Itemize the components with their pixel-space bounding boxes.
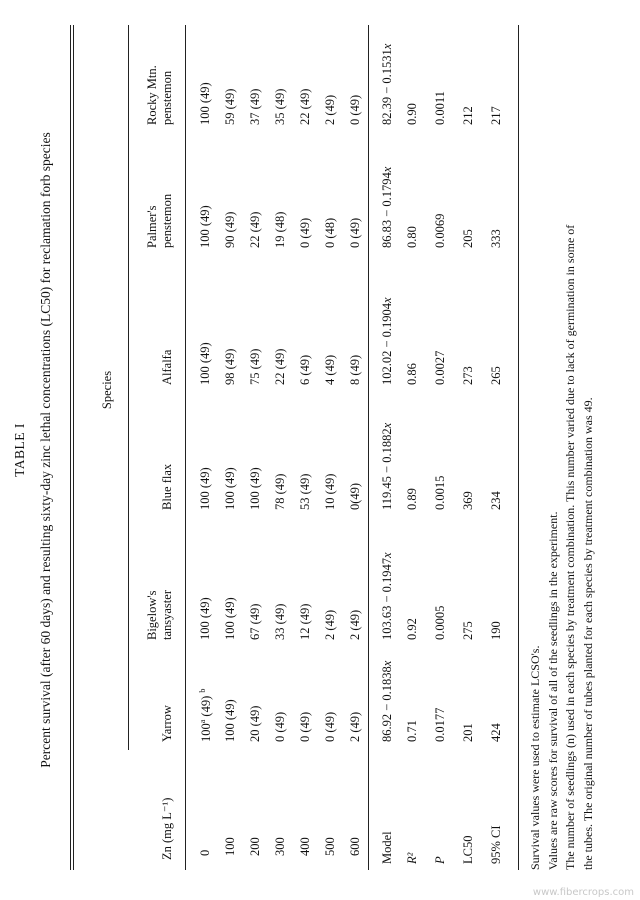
stat-label: R² (405, 852, 419, 864)
zn-value: 0 (198, 849, 212, 856)
stat-cell: 234 (489, 491, 503, 510)
model-expression: 119.45 − 0.1882 (380, 428, 394, 510)
table-cell: 78 (49) (273, 473, 287, 510)
table-cell: 100 (49) (198, 342, 212, 385)
table-cell: 100 (49) (198, 82, 212, 125)
column-header (160, 464, 175, 510)
zn-value: 500 (323, 837, 337, 856)
model-cell (380, 297, 395, 385)
zn-value: 400 (298, 837, 312, 856)
stat-cell: 369 (461, 491, 475, 510)
table-cell: 100 (49) (223, 467, 237, 510)
table-cell: 2 (49) (348, 711, 362, 742)
table-cell: 100 (49) (198, 467, 212, 510)
zn-header: Zn (mg L⁻¹) (160, 797, 174, 860)
stat-cell: 217 (489, 106, 503, 125)
table-caption: Percent survival (after 60 days) and resulting sixty-day zinc lethal concentrations (LC50) for reclamation forb species (38, 132, 53, 768)
zn-value: 600 (348, 837, 362, 856)
table-cell: 67 (49) (248, 603, 262, 640)
stat-cell: 424 (489, 723, 503, 742)
stat-cell: 275 (461, 621, 475, 640)
stat-cell: 0.90 (405, 103, 419, 125)
model-cell (380, 552, 395, 640)
stat-cell: 201 (461, 723, 475, 742)
stat-label: P (433, 856, 447, 864)
table-cell: 19 (48) (273, 211, 287, 248)
model-variable: x (380, 166, 394, 173)
stat-cell: 0.0015 (433, 475, 447, 510)
column-header-line: Palmer's (145, 205, 159, 248)
column-header-line: Bigelow's (145, 590, 159, 640)
table-cell: 98 (49) (223, 348, 237, 385)
column-header (160, 705, 175, 742)
watermark-text: www.fibercrops.com (532, 887, 634, 898)
table-cell: 100 (49) (198, 205, 212, 248)
footnote-line: Values are raw scores for survival of all of the seedlings in the experiment. (546, 511, 560, 870)
table-cell: 59 (49) (223, 88, 237, 125)
model-expression: 86.83 − 0.1794 (380, 172, 394, 248)
species-group-label: Species (100, 370, 114, 410)
table-cell: 2 (49) (323, 94, 337, 125)
model-cell (380, 423, 395, 510)
model-expression: 103.63 − 0.1947 (380, 557, 394, 640)
top-rule (70, 25, 71, 870)
table-cell: 2 (49) (348, 609, 362, 640)
table-cell: 0 (49) (298, 217, 312, 248)
stat-cell: 0.0177 (433, 707, 447, 742)
table-cell: 0(49) (348, 482, 362, 510)
table-cell: 22 (49) (298, 88, 312, 125)
column-header (160, 350, 175, 385)
table-cell: 22 (49) (248, 211, 262, 248)
zn-value: 100 (223, 837, 237, 856)
footnote-line: Survival values were used to estimate LCSO's. (528, 645, 542, 870)
table-cell: 8 (49) (348, 354, 362, 385)
table-cell (198, 689, 214, 742)
stat-cell: 265 (489, 366, 503, 385)
table-cell: 35 (49) (273, 88, 287, 125)
table-cell: 100 (49) (223, 699, 237, 742)
stat-label: LC50 (461, 835, 475, 864)
column-header (145, 65, 175, 125)
table-cell: 33 (49) (273, 603, 287, 640)
table-cell: 75 (49) (248, 348, 262, 385)
stat-label: Model (380, 831, 394, 864)
column-header-line: penstemon (160, 70, 174, 125)
column-header-line: Alfalfa (160, 349, 174, 385)
model-expression: 82.39 − 0.1531 (380, 49, 394, 125)
table-cell: 6 (49) (298, 354, 312, 385)
footnote-marker-a: a (198, 719, 207, 724)
table-cell: 22 (49) (273, 348, 287, 385)
table-cell: 100 (49) (223, 597, 237, 640)
model-cell (380, 167, 395, 248)
model-variable: x (380, 422, 394, 429)
stat-cell: 0.86 (405, 363, 419, 385)
column-header-line: Yarrow (160, 705, 174, 742)
stat-cell: 0.71 (405, 720, 419, 742)
footnote-line: The number of seedlings (n) used in each species by treatment combination. This number varied due to lack of germination in some of (563, 224, 577, 870)
stat-cell: 190 (489, 621, 503, 640)
stat-label: 95% CI (489, 825, 503, 864)
table-cell: 53 (49) (298, 473, 312, 510)
stat-cell: 0.0027 (433, 350, 447, 385)
cell-suffix: (49) (199, 695, 214, 717)
table-cell: 4 (49) (323, 354, 337, 385)
table-cell: 2 (49) (323, 609, 337, 640)
table-cell: 0 (49) (348, 217, 362, 248)
model-expression: 86.92 − 0.1838 (380, 666, 394, 742)
column-header-line: penstemon (160, 193, 174, 248)
stat-cell: 0.0011 (433, 91, 447, 125)
table-cell: 0 (49) (298, 711, 312, 742)
model-variable: x (380, 552, 394, 558)
model-expression: 102.02 − 0.1904 (380, 302, 394, 385)
stat-cell: 0.80 (405, 226, 419, 248)
column-header-line: Blue flax (160, 463, 174, 510)
stat-cell: 212 (461, 106, 475, 125)
top-rule-2 (73, 25, 74, 870)
table-cell: 20 (49) (248, 705, 262, 742)
table-cell: 100 (49) (198, 597, 212, 640)
table-cell: 0 (48) (323, 217, 337, 248)
table-title: TABLE I (12, 423, 27, 477)
cell-value: 100 (199, 723, 214, 742)
zn-value: 200 (248, 837, 262, 856)
stats-rule (368, 25, 369, 870)
stat-cell: 205 (461, 229, 475, 248)
table-cell: 0 (49) (323, 711, 337, 742)
stat-cell: 273 (461, 366, 475, 385)
column-header-line: Rocky Mtn. (145, 65, 159, 125)
table-cell: 37 (49) (248, 88, 262, 125)
stat-cell: 0.0069 (433, 213, 447, 248)
model-cell (380, 661, 395, 742)
stat-cell: 0.92 (405, 618, 419, 640)
model-cell (380, 44, 395, 125)
table-cell: 0 (49) (348, 94, 362, 125)
stat-cell: 0.0005 (433, 605, 447, 640)
bottom-rule (518, 25, 519, 870)
zn-value: 300 (273, 837, 287, 856)
table-cell: 12 (49) (298, 603, 312, 640)
model-variable: x (380, 43, 394, 50)
model-variable: x (380, 297, 394, 303)
model-variable: x (380, 660, 394, 667)
table-cell: 90 (49) (223, 211, 237, 248)
table-cell: 10 (49) (323, 473, 337, 510)
column-header (145, 194, 175, 248)
footnote-marker-b: b (198, 688, 207, 693)
stat-cell: 0.89 (405, 488, 419, 510)
table-cell: 100 (49) (248, 467, 262, 510)
species-rule (128, 25, 129, 750)
column-header (145, 590, 175, 640)
column-header-line: tansyaster (160, 590, 174, 640)
footnote-line: the tubes. The original number of tubes planted for each species by treatment combination was 49. (581, 397, 595, 870)
stat-cell: 333 (489, 229, 503, 248)
header-rule (185, 25, 186, 870)
table-cell: 0 (49) (273, 711, 287, 742)
